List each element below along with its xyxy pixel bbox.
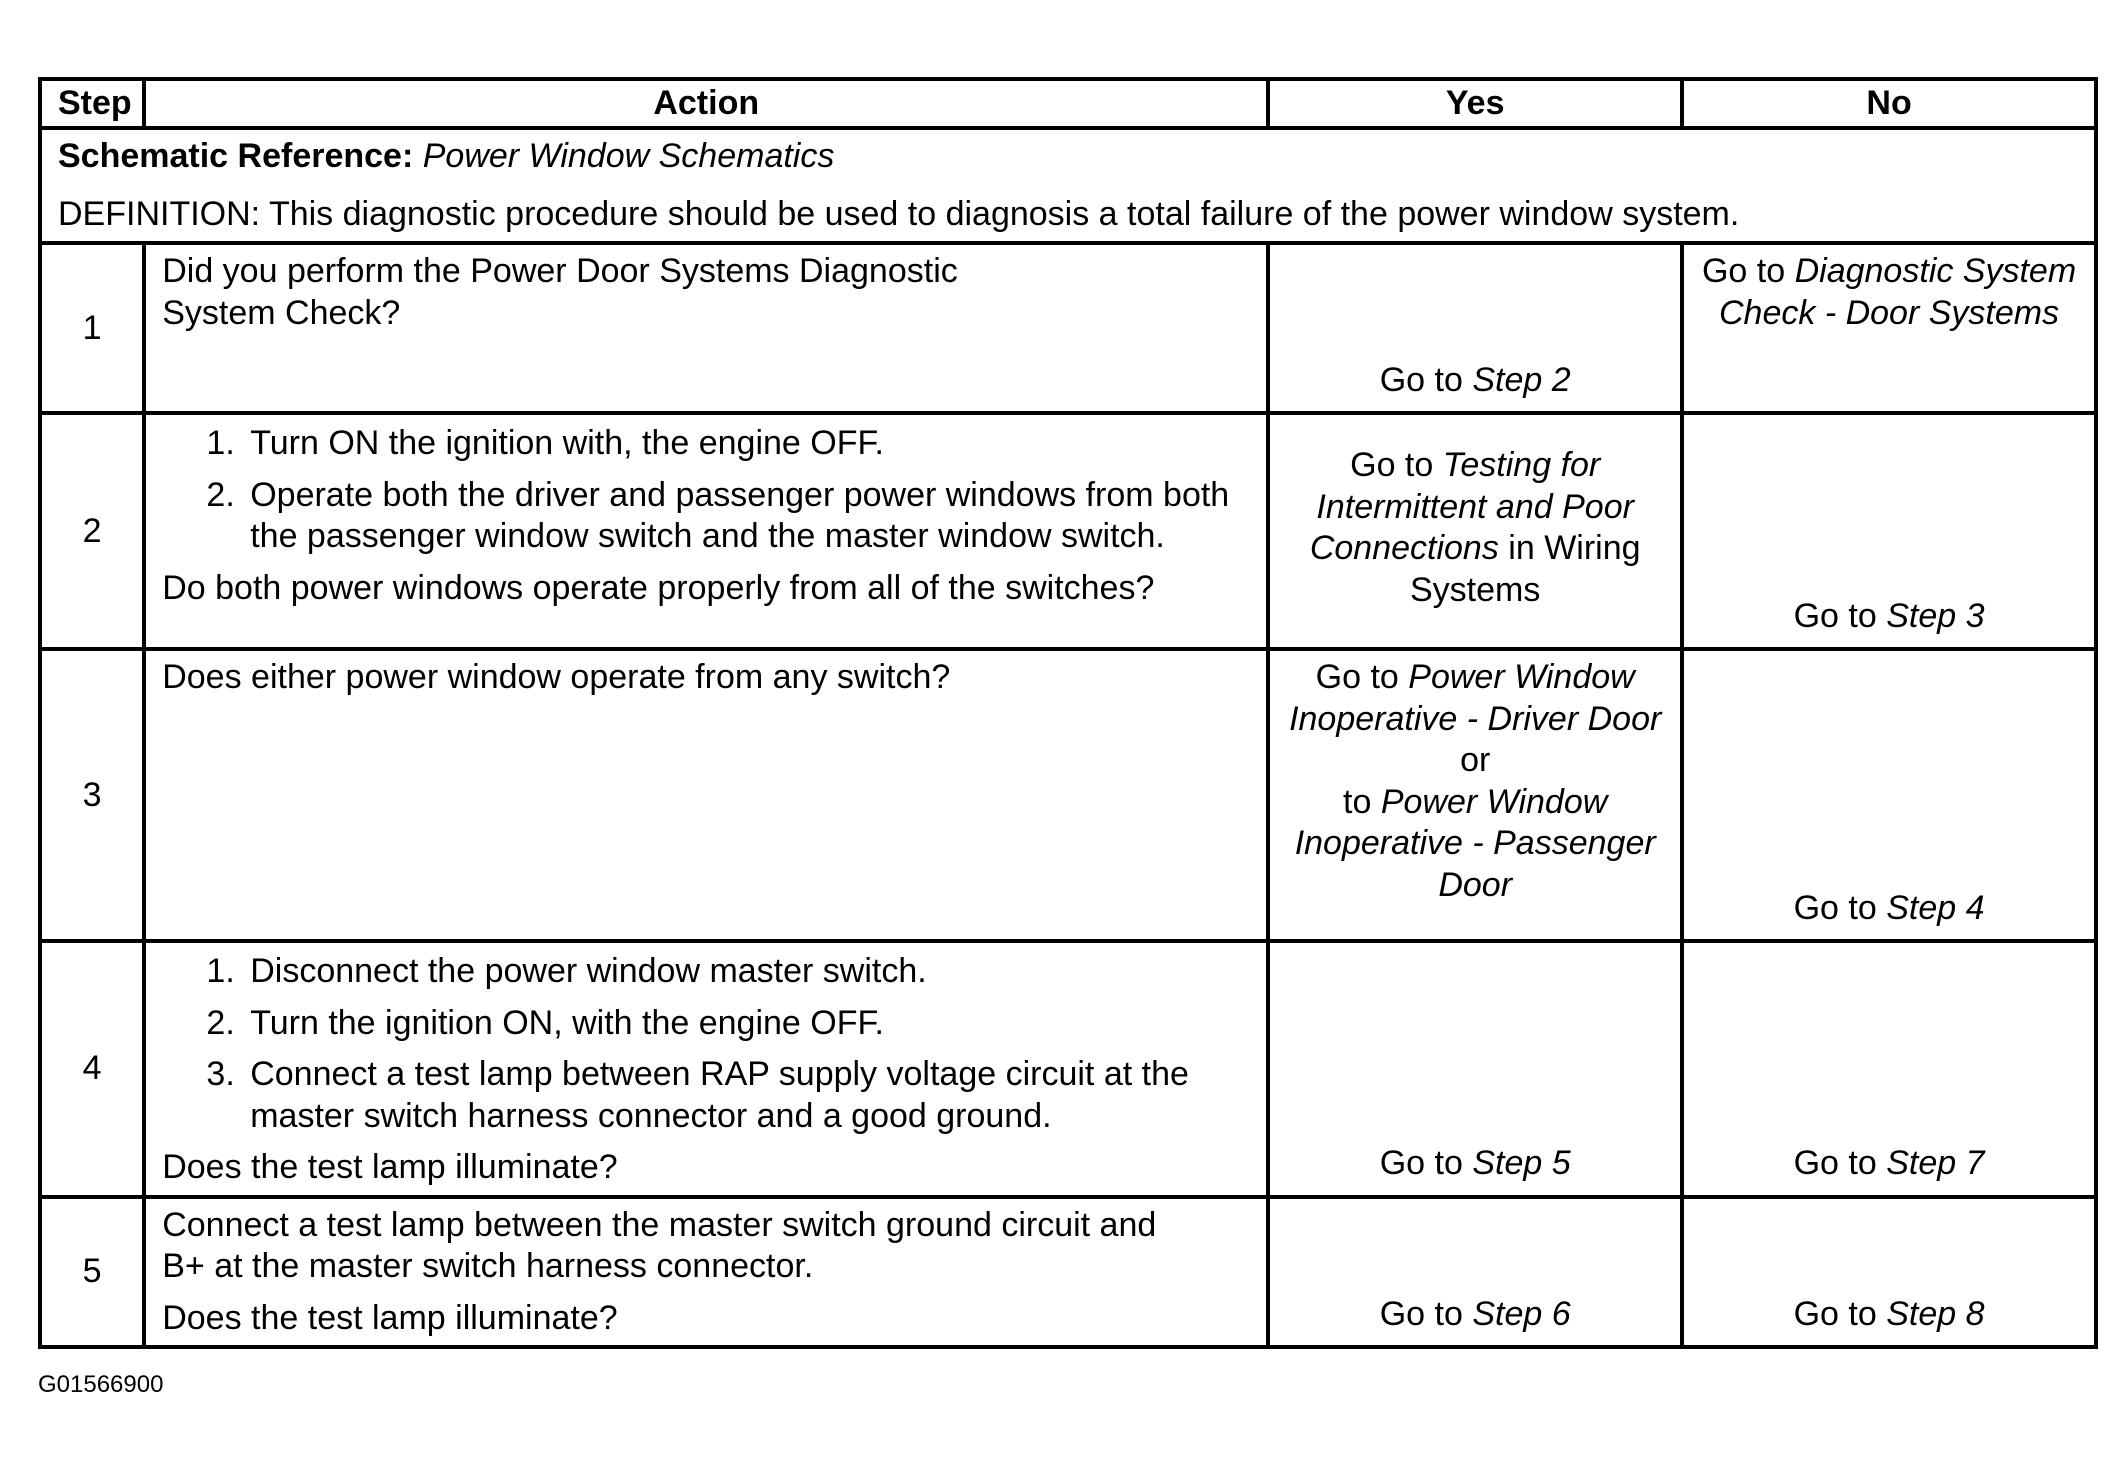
schematic-reference	[58, 136, 2078, 177]
go-to-label: Go to	[1379, 1144, 1463, 1183]
no-instruction	[1700, 251, 2078, 334]
step-row-4	[40, 941, 2096, 1196]
procedure-link[interactable]: Power Window Inoperative - Passenger Door	[1294, 782, 1656, 904]
step-link[interactable]: Step 8	[1886, 1294, 1985, 1333]
go-to-suffix: in Wiring Systems	[1410, 529, 1641, 609]
no-cell	[1682, 413, 2096, 649]
schematic-reference-link[interactable]: Power Window Schematics	[422, 137, 835, 176]
action-step-item: 2. Turn the ignition ON, with the engine OFF.	[244, 1003, 1250, 1044]
no-instruction	[1684, 596, 2094, 637]
step-link[interactable]: Step 3	[1886, 596, 1985, 635]
to-label: to	[1343, 782, 1372, 821]
yes-instruction	[1270, 360, 1680, 401]
action-question: Does the test lamp illuminate?	[162, 1298, 618, 1337]
step-number: 2	[40, 413, 144, 649]
action-question: Does either power window operate from any switch?	[162, 658, 951, 697]
step-row-5	[40, 1197, 2096, 1347]
figure-id: G01566900	[38, 1371, 164, 1398]
yes-cell	[1268, 1197, 1682, 1347]
no-cell	[1682, 941, 2096, 1196]
procedure-link[interactable]: Testing for Intermittent and Poor Connections	[1309, 446, 1634, 568]
yes-instruction	[1270, 1294, 1680, 1335]
header-no: No	[1682, 79, 2096, 128]
yes-cell	[1268, 413, 1682, 649]
step-link[interactable]: Step 5	[1472, 1144, 1571, 1183]
action-cell	[144, 413, 1268, 649]
step-row-1	[40, 243, 2096, 413]
action-cell	[144, 941, 1268, 1196]
go-to-label: Go to	[1793, 1144, 1877, 1183]
header-step: Step	[40, 79, 144, 128]
go-to-label: Go to	[1793, 888, 1877, 927]
step-number: 5	[40, 1197, 144, 1347]
no-instruction	[1684, 1143, 2094, 1184]
step-number: 1	[40, 243, 144, 413]
header-row	[40, 79, 2096, 128]
step-link[interactable]: Step 7	[1886, 1144, 1985, 1183]
go-to-label: Go to	[1793, 1294, 1877, 1333]
go-to-label: Go to	[1793, 596, 1877, 635]
go-to-label: Go to	[1701, 252, 1786, 291]
no-instruction	[1684, 1294, 2094, 1335]
step-number: 4	[40, 941, 144, 1196]
reference-cell	[40, 128, 2096, 243]
step-link[interactable]: Step 2	[1472, 360, 1571, 399]
action-step-item: 3. Connect a test lamp between RAP supply voltage circuit at the master switch harness connector and a good ground.	[244, 1054, 1250, 1137]
yes-cell	[1268, 941, 1682, 1196]
go-to-label: Go to	[1350, 446, 1434, 485]
action-step-item: 1. Disconnect the power window master switch.	[244, 951, 1250, 992]
yes-instruction	[1286, 657, 1664, 906]
schematic-reference-label: Schematic Reference:	[58, 137, 414, 176]
go-to-label: Go to	[1379, 360, 1463, 399]
action-question: Do both power windows operate properly from all of the switches?	[162, 568, 1155, 607]
procedure-link[interactable]: Power Window Inoperative - Driver Door	[1289, 658, 1662, 738]
diagnostic-table	[38, 77, 2098, 1349]
header-action: Action	[144, 79, 1268, 128]
step-row-3	[40, 649, 2096, 941]
step-number: 3	[40, 649, 144, 941]
or-label: or	[1460, 741, 1491, 780]
step-row-2	[40, 413, 2096, 649]
header-yes: Yes	[1268, 79, 1682, 128]
action-step-item: 1. Turn ON the ignition with, the engine OFF.	[244, 423, 1250, 464]
step-link[interactable]: Step 4	[1886, 888, 1985, 927]
yes-cell	[1268, 243, 1682, 413]
go-to-label: Go to	[1315, 658, 1399, 697]
go-to-label: Go to	[1379, 1294, 1463, 1333]
yes-instruction	[1286, 421, 1664, 611]
no-cell	[1682, 1197, 2096, 1347]
action-question: Does the test lamp illuminate?	[162, 1148, 618, 1187]
no-instruction	[1684, 888, 2094, 929]
action-cell	[144, 243, 1268, 413]
step-link[interactable]: Step 6	[1472, 1294, 1571, 1333]
no-cell	[1682, 243, 2096, 413]
yes-cell	[1268, 649, 1682, 941]
definition-text: DEFINITION: This diagnostic procedure should be used to diagnosis a total failure of the power window system.	[58, 194, 1740, 233]
procedure-link[interactable]: Diagnostic System Check - Door Systems	[1719, 252, 2077, 332]
action-steps-list	[162, 951, 1250, 1137]
action-cell	[144, 1197, 1268, 1347]
action-step-item: 2. Operate both the driver and passenger power windows from both the passenger window switch and the master window switch.	[244, 475, 1250, 558]
action-steps-list	[162, 423, 1250, 557]
reference-row	[40, 128, 2096, 243]
yes-instruction	[1270, 1143, 1680, 1184]
action-question: Did you perform the Power Door Systems Diagnostic System Check?	[162, 252, 958, 332]
no-cell	[1682, 649, 2096, 941]
action-cell	[144, 649, 1268, 941]
action-instruction: Connect a test lamp between the master switch ground circuit and B+ at the master switch harness connector.	[162, 1205, 1157, 1286]
